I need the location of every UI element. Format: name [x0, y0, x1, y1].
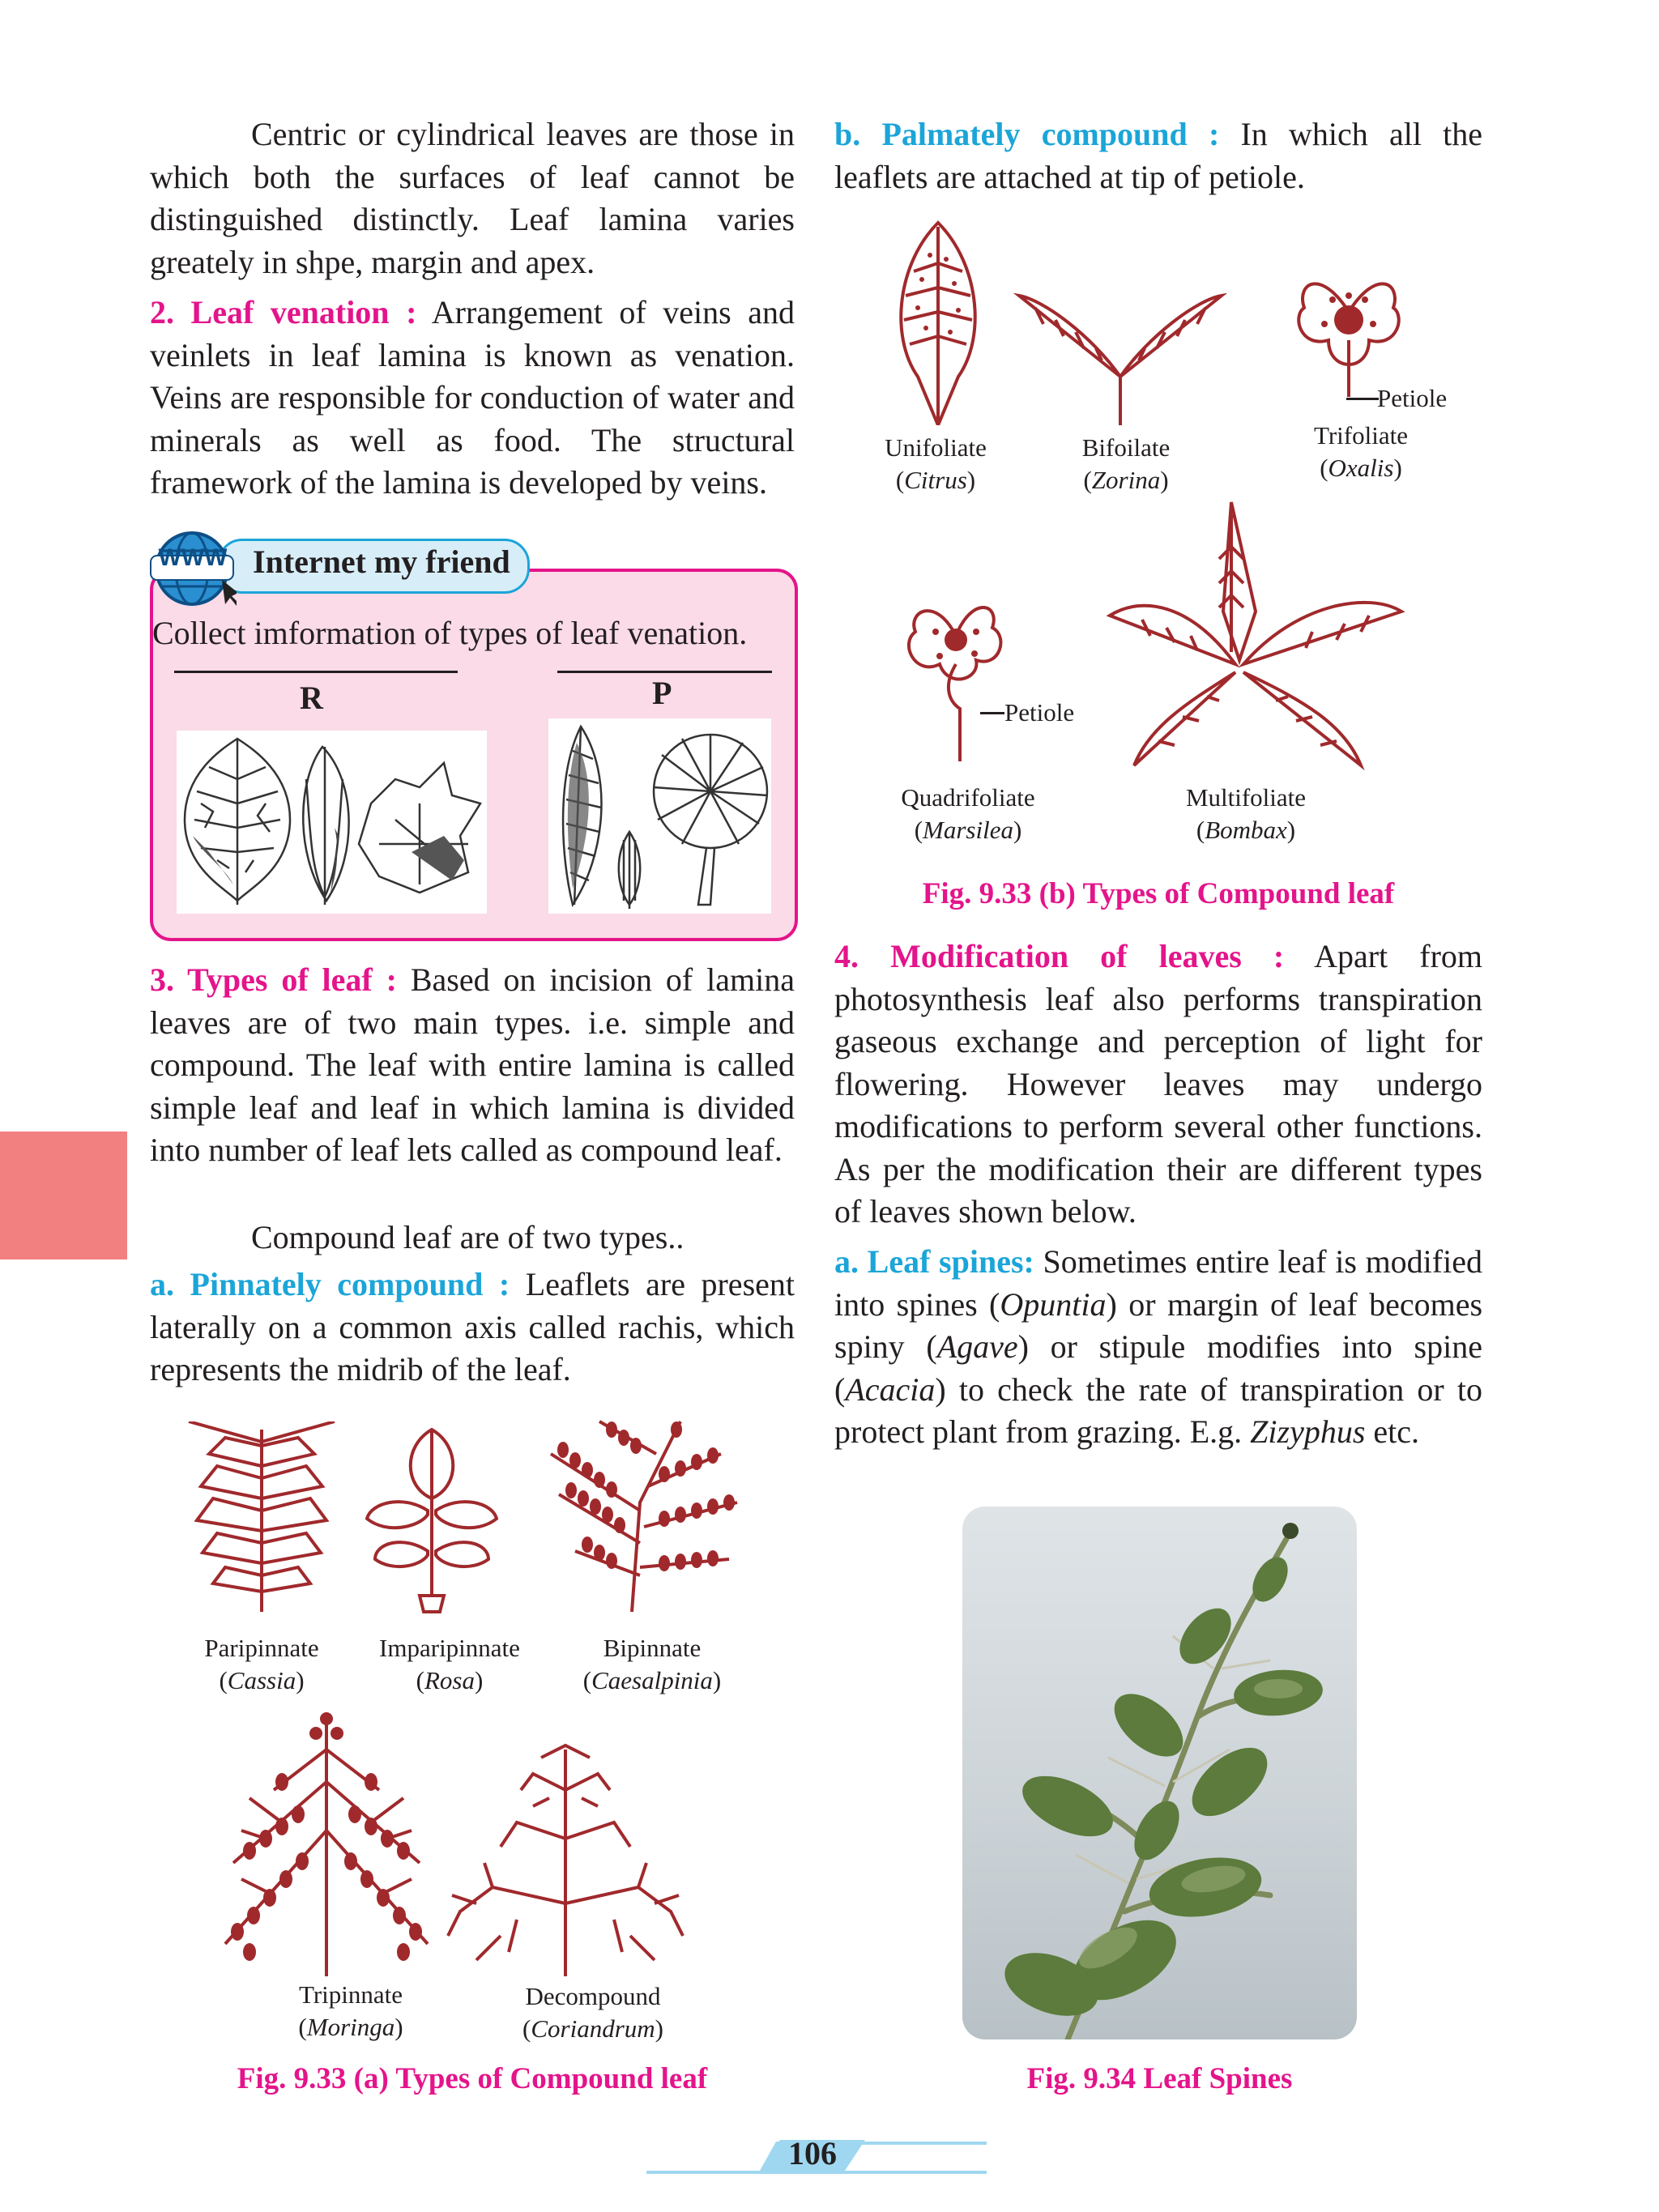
- leaf-venation-paragraph: [150, 292, 795, 505]
- petiole-pointer-2: [980, 712, 1004, 714]
- centric-leaves-paragraph: Centric or cylindrical leaves are those in which both the surfaces of leaf cannot be distinguished distinctly. Leaf lamina varies greately in shpe, margin and apex.: [150, 116, 795, 280]
- imparipinnate-drawing: [355, 1421, 509, 1616]
- tripinnate-drawing: [217, 1709, 436, 1976]
- palmately-compound-heading: b. Palmately compound :: [834, 116, 1220, 152]
- petiole-label-2: Petiole: [1004, 698, 1075, 727]
- internet-task: Collect imformation of types of leaf venation.: [152, 615, 748, 651]
- unifoliate-label: Unifoliate (Citrus): [885, 433, 987, 494]
- pinnately-compound-heading: a. Pinnately compound :: [150, 1266, 510, 1302]
- multifoliate-drawing: [1102, 498, 1410, 774]
- bifoliate-drawing: [1011, 288, 1230, 425]
- decompound-drawing: [444, 1741, 687, 1976]
- trifoliate-label: Trifoliate (Oxalis): [1314, 421, 1408, 482]
- fig-9-33b-caption: Fig. 9.33 (b) Types of Compound leaf: [922, 877, 1395, 910]
- leaf-spines-paragraph: a. Leaf spines: Sometimes entire leaf is modified into spines (Opuntia) or margin of leaf becomes spiny (Agave) or stipule modifies into spine (Acacia) to check the rate of transpiration or to protect plant from grazing. E.g. Zizyphus etc.: [834, 1243, 1483, 1450]
- types-of-leaf-paragraph: [150, 959, 795, 1172]
- pinnately-compound-paragraph: [150, 1264, 795, 1392]
- trifoliate-drawing: [1288, 251, 1410, 397]
- paripinnate-label: Paripinnate (Cassia): [204, 1634, 319, 1694]
- compound-two-types: Compound leaf are of two types..: [251, 1219, 684, 1255]
- petiole-pointer-1: [1346, 398, 1379, 400]
- paripinnate-drawing: [185, 1421, 339, 1616]
- www-badge: WWW: [158, 544, 228, 571]
- internet-title: Internet my friend: [253, 543, 510, 580]
- types-of-leaf-text: Based on incision of lamina leaves are of two main types. i.e. simple and compound. The leaf with entire lamina is called simple leaf and leaf in which lamina is divided into number of leaf lets called as compound leaf.: [150, 961, 795, 1168]
- leaf-venation-heading: 2. Leaf venation :: [150, 294, 417, 330]
- leaf-venation-text: Arrangement of veins and veinlets in leaf lamina is known as venation. Veins are responsible for conduction of water and minerals as well as food. The structural framework of the lamina is developed by veins.: [150, 294, 795, 501]
- decompound-label: Decompound (Coriandrum): [522, 1982, 663, 2043]
- label-r: R: [300, 680, 323, 716]
- bipinnate-label: Bipinnate (Caesalpinia): [582, 1634, 722, 1694]
- rule-p: [557, 671, 772, 673]
- fig-9-33a-caption: Fig. 9.33 (a) Types of Compound leaf: [237, 2062, 708, 2095]
- label-p: P: [652, 675, 672, 711]
- quadrifoliate-drawing: [903, 587, 1009, 761]
- rule-r: [174, 671, 458, 673]
- palmately-compound-paragraph: [834, 113, 1482, 198]
- modification-paragraph: [834, 936, 1482, 1234]
- bipinnate-drawing: [535, 1405, 753, 1620]
- petiole-label-1: Petiole: [1377, 384, 1448, 412]
- parallel-venation-image: [548, 718, 771, 914]
- palmately-compound-text: In which all the leaflets are attached at tip of petiole.: [834, 116, 1482, 195]
- pinnately-compound-text: Leaflets are present laterally on a common axis called rachis, which represents the midrib of the leaf.: [150, 1266, 795, 1387]
- modification-heading: 4. Modification of leaves :: [834, 938, 1285, 974]
- leaf-spines-photo: [962, 1507, 1357, 2039]
- multifoliate-label: Multifoliate (Bombax): [1185, 783, 1307, 844]
- leaf-spines-heading: a. Leaf spines:: [834, 1243, 1034, 1280]
- modification-text: Apart from photosynthesis leaf also performs transpiration gaseous exchange and perception of light for flowering. However leaves may undergo modifications to perform several other functions. As per the modification their are different types of leaves shown below.: [834, 938, 1482, 1230]
- bifoliate-label: Bifoilate (Zorina): [1081, 433, 1171, 494]
- fig-9-34-caption: Fig. 9.34 Leaf Spines: [1026, 2062, 1293, 2095]
- quadrifoliate-label: Quadrifoliate (Marsilea): [901, 783, 1035, 844]
- unifoliate-drawing: [881, 215, 995, 425]
- page-number: 106: [788, 2135, 837, 2172]
- reticulate-venation-image: [177, 731, 487, 914]
- tripinnate-label: Tripinnate (Moringa): [298, 1980, 403, 2041]
- side-tab: [0, 1132, 127, 1259]
- types-of-leaf-heading: 3. Types of leaf :: [150, 961, 397, 998]
- imparipinnate-label: Imparipinnate (Rosa): [379, 1634, 520, 1694]
